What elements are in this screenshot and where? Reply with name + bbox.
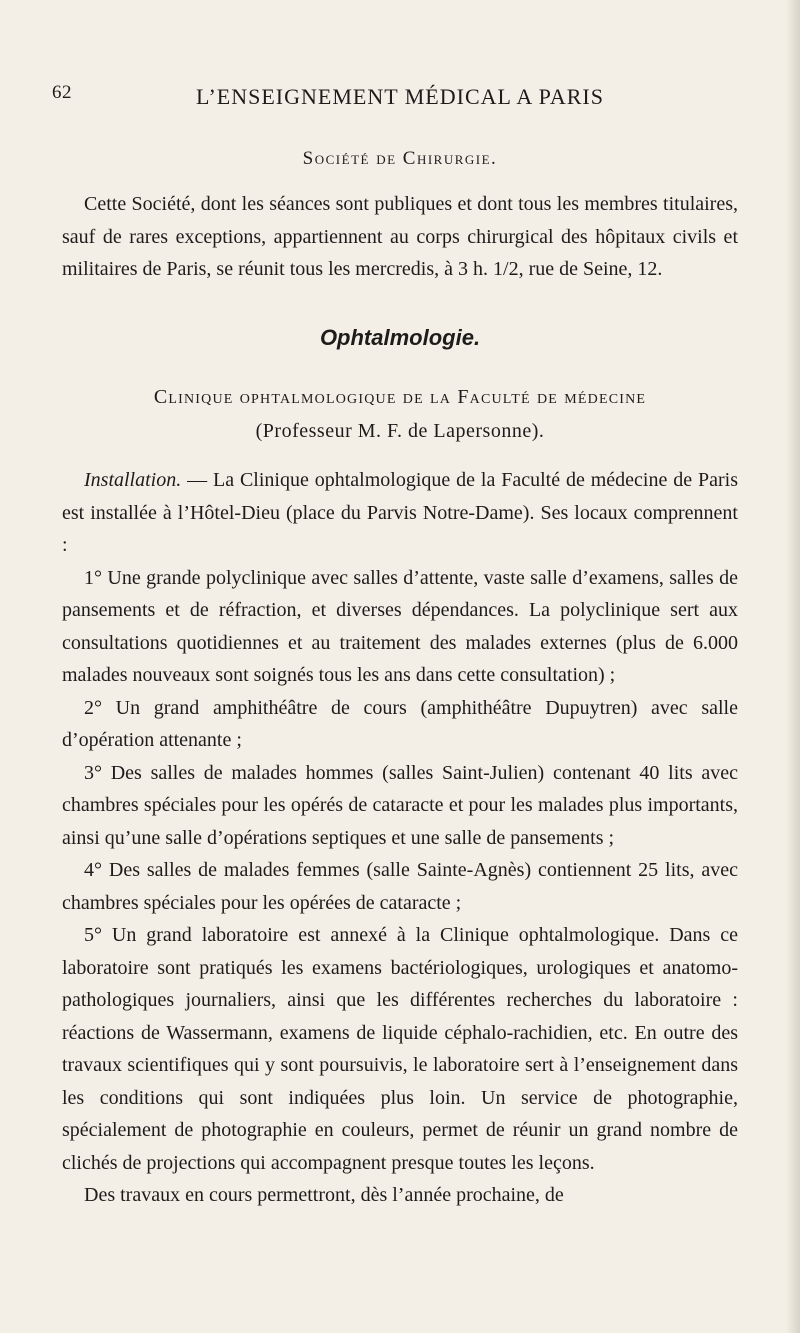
page-edge-shadow	[786, 0, 800, 1333]
list-item: 5° Un grand laboratoire est annexé à la Clinique ophtalmologique. Dans ce laboratoire sont pratiqués les examens bactériologiques, urologiques et anatomo-pathologiques journaliers, ainsi que les différentes recherches du laboratoire : réactions de Wassermann, examens de liquide céphalo-rachidien, etc. En outre des travaux scientifiques qui y sont poursuivis, le laboratoire sert à l’enseignement dans les conditions qui sont indiquées plus loin. Un service de photographie, spécialement de photographie en couleurs, permet de réunir un grand nombre de clichés de projections qui accompagnent presque toutes les leçons.	[62, 924, 738, 1174]
list-item: 1° Une grande polyclinique avec salles d’attente, vaste salle d’examens, salles de pansements et de réfraction, et diverses dépendances. La polyclinique sert aux consultations quotidiennes et au traitement des malades externes (plus de 6.000 malades nouveaux sont soignés tous les ans dans cette consultation) ;	[62, 566, 738, 686]
society-heading: Société de Chirurgie.	[302, 148, 498, 169]
ophthalmology-heading: Ophtalmologie.	[319, 325, 481, 350]
society-paragraph: Cette Société, dont les séances sont publiques et dont tous les membres titulaires, sauf de rares exceptions, appartiennent au corps chirurgical des hôpitaux civils et militaires de Paris, se réunit tous les mercredis, à 3 h. 1/2, rue de Seine, 12.	[62, 193, 738, 280]
list-item: 3° Des salles de malades hommes (salles Saint-Julien) contenant 40 lits avec chambres spéciales pour les opérés de cataracte et pour les malades plus importants, ainsi qu’une salle d’opérations septiques et une salle de pansements ;	[62, 761, 738, 849]
clinic-body	[62, 464, 738, 1212]
clinic-title: Clinique ophtalmologique de la Faculté de médecine	[153, 386, 647, 408]
clinic-professor: (Professeur M. F. de Lapersonne).	[255, 420, 545, 442]
installation-label: Installation.	[84, 469, 182, 491]
list-item: Des travaux en cours permettront, dès l’année prochaine, de	[84, 1184, 564, 1206]
list-item: 2° Un grand amphithéâtre de cours (amphithéâtre Dupuytren) avec salle d’opération attenante ;	[62, 696, 738, 751]
page-number: 62	[52, 82, 72, 103]
installation-paragraph	[62, 464, 738, 562]
society-paragraph-block	[62, 188, 738, 286]
list-item: 4° Des salles de malades femmes (salle Sainte-Agnès) contiennent 25 lits, avec chambres spéciales pour les opérées de cataracte ;	[62, 859, 738, 914]
running-title: L’ENSEIGNEMENT MÉDICAL A PARIS	[196, 84, 604, 109]
installation-text: — La Clinique ophtalmologique de la Faculté de médecine de Paris est installée à l’Hôtel-Dieu (place du Parvis Notre-Dame). Ses locaux comprennent :	[62, 469, 738, 556]
